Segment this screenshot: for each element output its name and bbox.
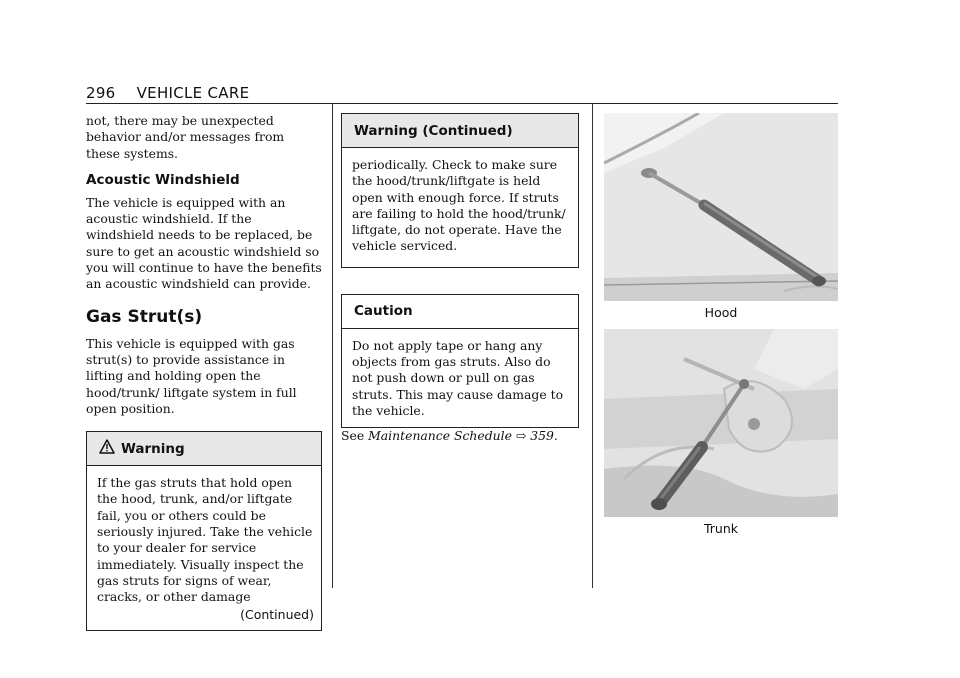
warning-box-body xyxy=(87,466,321,629)
hood-strut-figure xyxy=(604,113,838,301)
warning-box xyxy=(86,431,322,630)
column-3 xyxy=(604,113,838,536)
warning-text: If the gas struts that hold open the hood, trunk, and/or liftgate fail, you or others could be seriously injured. Take the vehicle to your dealer for service immediately. Visually inspect the gas struts for signs of wear, cracks, or other damage xyxy=(97,475,313,605)
page-header xyxy=(86,84,249,102)
warning-box-header xyxy=(87,432,321,466)
trunk-caption: Trunk xyxy=(703,521,739,536)
maintenance-schedule-link[interactable]: Maintenance Schedule xyxy=(368,428,512,444)
page-ref-number[interactable]: 359 xyxy=(530,428,554,444)
warning-title: Warning xyxy=(121,440,185,457)
warning-continued-header: Warning (Continued) xyxy=(342,114,578,148)
caution-text: Do not apply tape or hang any objects from gas struts. Also do not push down or pull on gas struts. This may cause damage to the vehicle. xyxy=(352,337,564,418)
warning-continued-box xyxy=(341,113,579,268)
column-divider-1 xyxy=(332,104,333,588)
trunk-strut-figure xyxy=(604,329,838,517)
warning-continued-text: periodically. Check to make sure the hood/trunk/liftgate is held open with enough force. If struts are failing to hold the hood/trunk/ liftgate, do not operate. Have the vehicle serviced. xyxy=(352,157,566,254)
acoustic-windshield-heading: Acoustic Windshield xyxy=(86,171,240,188)
see-also-reference: See Maintenance Schedule ⇨ 359. xyxy=(341,428,558,444)
section-title: VEHICLE CARE xyxy=(136,84,250,102)
warning-triangle-icon xyxy=(99,439,115,458)
page-ref-arrow-icon: ⇨ xyxy=(515,428,527,444)
page-number: 296 xyxy=(86,84,116,102)
hood-caption: Hood xyxy=(704,305,738,320)
column-divider-2 xyxy=(592,104,593,588)
column-1 xyxy=(86,113,322,631)
column-2 xyxy=(341,113,579,445)
gas-struts-paragraph: This vehicle is equipped with gas strut(s) to provide assistance in lifting and holding open the hood/trunk/ liftgate system in full open position. xyxy=(86,335,297,416)
caution-box xyxy=(341,294,579,428)
acoustic-windshield-paragraph: The vehicle is equipped with an acoustic windshield. If the windshield needs to be replaced, be sure to get an acoustic windshield so you will continue to have the benefits an acoustic windshield can provide. xyxy=(86,194,322,292)
gas-struts-heading: Gas Strut(s) xyxy=(86,306,203,327)
caution-box-header: Caution xyxy=(342,295,578,329)
caution-box-body xyxy=(342,329,578,427)
intro-paragraph: not, there may be unexpected behavior and/or messages from these systems. xyxy=(86,113,285,161)
continued-label: (Continued) xyxy=(240,606,314,622)
warning-continued-body xyxy=(342,148,578,267)
header-rule xyxy=(86,103,838,104)
